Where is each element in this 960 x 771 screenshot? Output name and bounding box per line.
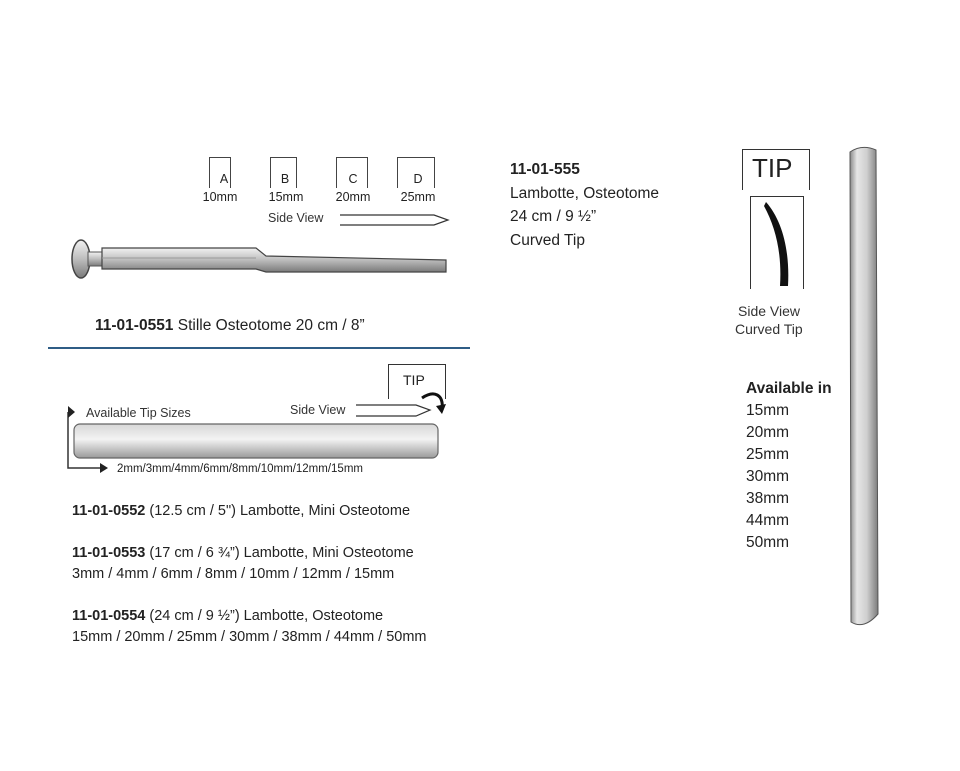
available-in-title: Available in: [746, 380, 832, 397]
available-in-block: [746, 378, 832, 554]
available-size: 30mm: [746, 468, 790, 485]
available-size: 44mm: [746, 512, 790, 529]
stille-osteotome-image: [66, 236, 448, 282]
stille-desc: Stille Osteotome 20 cm / 8”: [177, 317, 365, 334]
lambotte-curved-line1: Lambotte, Osteotome: [510, 184, 660, 202]
side-view-arrow-icon: [338, 212, 450, 228]
available-size: 25mm: [746, 446, 790, 463]
mini-sizes-line: 2mm/3mm/4mm/6mm/8mm/10mm/12mm/15mm: [117, 463, 363, 475]
product-desc: (17 cm / 6 ¾”) Lambotte, Mini Osteotome: [149, 545, 414, 561]
available-tip-sizes-label: Available Tip Sizes: [86, 406, 191, 420]
tip-letter-c: C: [348, 172, 358, 186]
lambotte-curved-line2: 24 cm / 9 ½”: [510, 208, 597, 225]
tip-letter-b: B: [280, 172, 290, 186]
tip-letter-a: A: [219, 172, 229, 186]
lambotte-curved-code: 11-01-555: [510, 161, 580, 178]
available-size: 50mm: [746, 534, 790, 551]
product-item: [72, 501, 492, 522]
section-divider: [48, 347, 470, 349]
product-code: 11-01-0554: [72, 608, 146, 624]
lambotte-curved-line3: Curved Tip: [510, 231, 585, 249]
vertical-osteotome-image: [846, 144, 882, 630]
tip-size-d: 25mm: [400, 190, 436, 204]
curved-tip-icon: [760, 200, 796, 288]
right-curved-tip: Curved Tip: [735, 321, 803, 337]
product-item: [72, 543, 492, 585]
right-tip-label: TIP: [752, 153, 793, 183]
lambotte-curved-info: [510, 158, 659, 252]
mini-tip-label: TIP: [403, 372, 425, 388]
product-desc: (12.5 cm / 5") Lambotte, Mini Osteotome: [149, 503, 411, 519]
mini-side-view: Side View: [290, 403, 346, 417]
product-sizes: 3mm / 4mm / 6mm / 8mm / 10mm / 12mm / 15mm: [72, 566, 395, 582]
product-item: [72, 606, 492, 648]
product-list: [72, 501, 492, 648]
product-code: 11-01-0553: [72, 545, 146, 561]
right-side-view: Side View: [738, 303, 801, 319]
mini-osteotome-image: [72, 422, 442, 462]
tip-size-c: 20mm: [335, 190, 371, 204]
available-size: 38mm: [746, 490, 790, 507]
tip-size-a: 10mm: [202, 190, 238, 204]
stille-caption: [95, 314, 365, 338]
product-sizes: 15mm / 20mm / 25mm / 30mm / 38mm / 44mm / 50mm: [72, 629, 427, 645]
product-desc: (24 cm / 9 ½”) Lambotte, Osteotome: [149, 608, 384, 624]
mini-side-view-arrow-icon: [354, 402, 434, 420]
tip-size-b: 15mm: [268, 190, 304, 204]
side-view-label: Side View: [268, 211, 324, 225]
tip-letter-d: D: [413, 172, 423, 186]
stille-code: 11-01-0551: [95, 317, 174, 334]
product-code: 11-01-0552: [72, 503, 146, 519]
available-size: 20mm: [746, 424, 790, 441]
available-size: 15mm: [746, 402, 790, 419]
